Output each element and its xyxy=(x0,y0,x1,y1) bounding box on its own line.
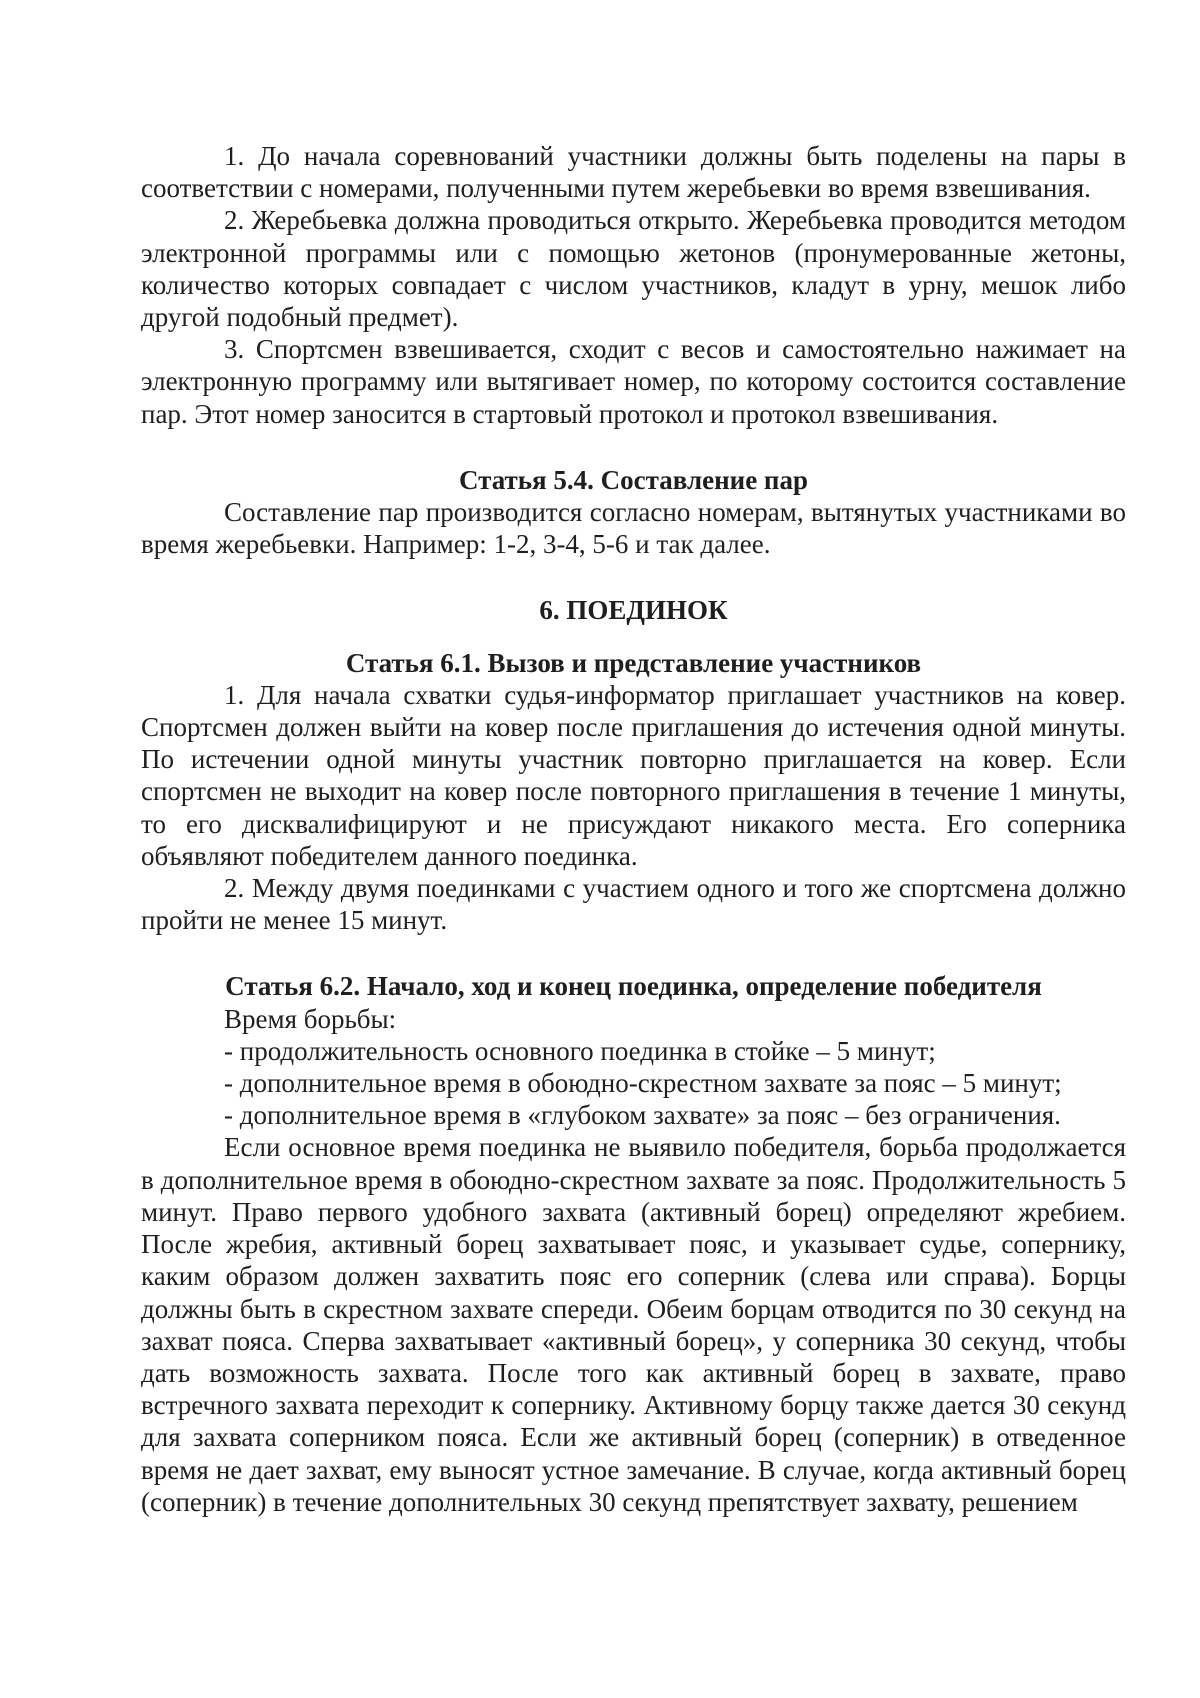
article-6-2-heading: Статья 6.2. Начало, ход и конец поединка, определение победителя xyxy=(225,971,1042,1002)
document-page xyxy=(141,140,1126,1518)
intro-paragraph-1: 1. До начала соревнований участники должны быть поделены на пары в соответствии с номерами, полученными путем жеребьевки во время взвешивания. xyxy=(141,141,1126,204)
time-item-2: - дополнительное время в обоюдно-скрестном захвате за пояс – 5 минут; xyxy=(224,1068,1062,1099)
time-item-1: - продолжительность основного поединка в стойке – 5 минут; xyxy=(224,1035,936,1066)
intro-paragraph-3: 3. Спортсмен взвешивается, сходит с весов и самостоятельно нажимает на электронную программу или вытягивает номер, по которому состоится составление пар. Этот номер заносится в стартовый протокол и протокол взвешивания. xyxy=(141,334,1126,429)
article-5-4-heading: Статья 5.4. Составление пар xyxy=(458,464,809,495)
article-5-4-paragraph: Составление пар производится согласно номерам, вытянутых участниками во время жеребьевки. Например: 1-2, 3-4, 5-6 и так далее. xyxy=(141,497,1126,560)
article-6-1-heading: Статья 6.1. Вызов и представление участников xyxy=(345,647,922,678)
article-6-1-paragraph-2: 2. Между двумя поединками с участием одного и того же спортсмена должно пройти не менее 15 минут. xyxy=(141,873,1126,936)
article-6-2-paragraph-1: Если основное время поединка не выявило победителя, борьба продолжается в дополнительное время в обоюдно-скрестном захвате за пояс. Продолжительность 5 минут. Право первого удобного захвата (активный борец) определяют жребием. После жребия, активный борец захватывает пояс, и указывает судье, сопернику, каким образом должен захватить пояс его соперник (слева или справа). Борцы должны быть в скрестном захвате спереди. Обеим борцам отводится по 30 секунд на захват пояса. Сперва захватывает «активный борец», у соперника 30 секунд, чтобы дать возможность захвата. После того как активный борец в захвате, право встречного захвата переходит к сопернику. Активному борцу также дается 30 секунд для захвата соперником пояса. Если же активный борец (соперник) в отведенное время не дает захват, ему выносят устное замечание. В случае, когда активный борец (соперник) в течение дополнительных 30 секунд препятствует захвату, решением xyxy=(141,1132,1126,1517)
article-6-1-paragraph-1: 1. Для начала схватки судья-информатор приглашает участников на ковер. Спортсмен должен выйти на ковер после приглашения до истечения одной минуты. По истечении одной минуты участник повторно приглашается на ковер. Если спортсмен не выходит на ковер после повторного приглашения в течение 1 минуты, то его дисквалифицируют и не присуждают никакого места. Его соперника объявляют победителем данного поединка. xyxy=(141,679,1126,871)
intro-paragraph-2: 2. Жеребьевка должна проводиться открыто. Жеребьевка проводится методом электронной программы или с помощью жетонов (пронумерованные жетоны, количество которых совпадает с числом участников, кладут в урну, мешок либо другой подобный предмет). xyxy=(141,205,1126,333)
section-6-title: 6. ПОЕДИНОК xyxy=(539,595,728,626)
time-label: Время борьбы: xyxy=(224,1003,397,1034)
time-item-3: - дополнительное время в «глубоком захвате» за пояс – без ограничения. xyxy=(224,1100,1061,1131)
